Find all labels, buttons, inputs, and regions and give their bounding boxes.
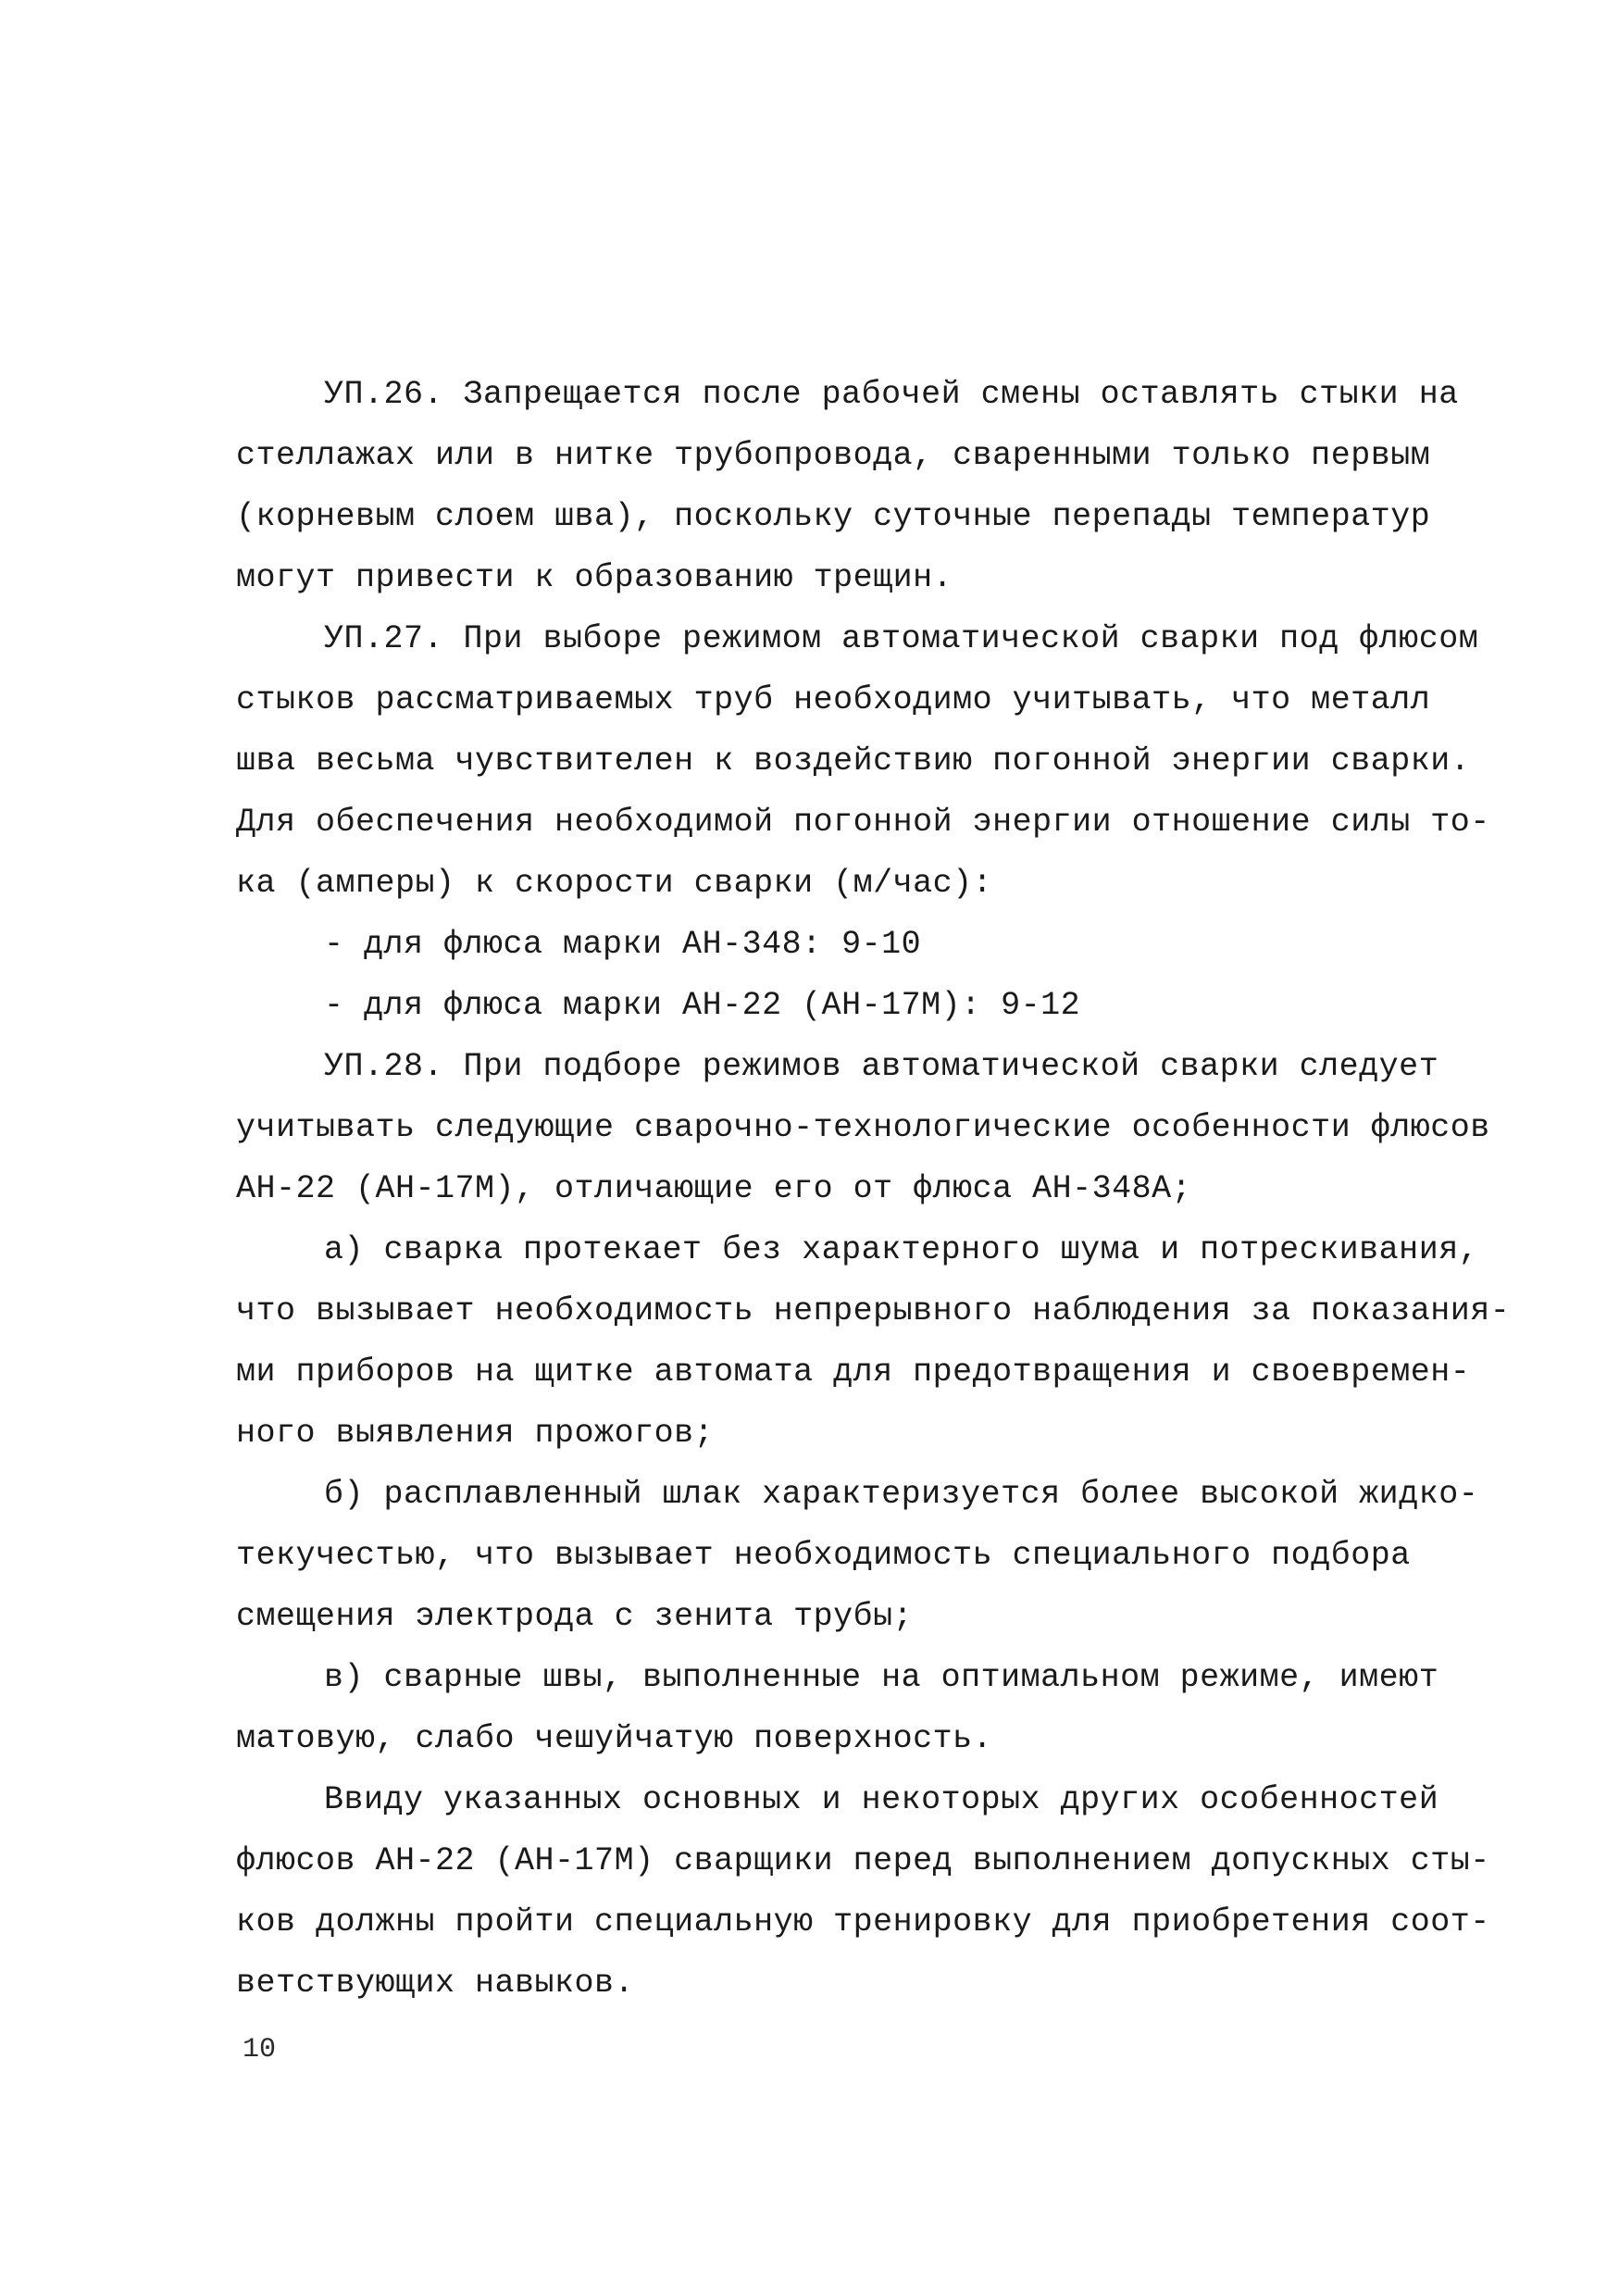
text-line: Ввиду указанных основных и некоторых других особенностей [324,1781,1439,1818]
text-line: текучестью, что вызывает необходимость специального подбора [236,1537,1411,1574]
text-line: Для обеспечения необходимой погонной энергии отношение силы то- [236,804,1490,841]
text-line: шва весьма чувствителен к воздействию погонной энергии сварки. [236,742,1471,780]
text-line: ка (амперы) к скорости сварки (м/час): [236,865,993,902]
text-line: флюсов АН-22 (АН-17М) сварщики перед выполнением допускных сты- [236,1842,1490,1879]
text-line: (корневым слоем шва), поскольку суточные перепады температур [236,498,1431,535]
text-line: АН-22 (АН-17М), отличающие его от флюса АН-348А; [236,1170,1192,1207]
text-line: ветствующих навыков. [236,1965,635,2002]
text-line: матовую, слабо чешуйчатую поверхность. [236,1720,993,1757]
text-line: что вызывает необходимость непрерывного наблюдения за показания- [236,1292,1511,1329]
page-number: 10 [243,2034,277,2065]
text-line: стеллажах или в нитке трубопровода, сваренными только первым [236,437,1431,474]
text-line: б) расплавленный шлак характеризуется более высокой жидко- [324,1476,1479,1513]
list-item: - для флюса марки АН-348: 9-10 [324,926,922,963]
text-line: УП.28. При подборе режимов автоматической сварки следует [324,1048,1439,1085]
text-line: смещения электрода с зенита трубы; [236,1598,914,1635]
text-line: ков должны пройти специальную тренировку для приобретения соот- [236,1903,1490,1940]
text-line: ми приборов на щитке автомата для предотвращения и своевремен- [236,1354,1471,1391]
text-line: в) сварные швы, выполненные на оптимальном режиме, имеют [324,1659,1439,1696]
text-line: ного выявления прожогов; [236,1415,715,1452]
text-line: стыков рассматриваемых труб необходимо учитывать, что металл [236,681,1431,718]
text-line: УП.26. Запрещается после рабочей смены оставлять стыки на [324,376,1459,413]
text-line: УП.27. При выборе режимом автоматической сварки под флюсом [324,620,1479,657]
text-line: а) сварка протекает без характерного шума и потрескивания, [324,1231,1479,1268]
text-line: могут привести к образованию трещин. [236,559,953,596]
list-item: - для флюса марки АН-22 (АН-17М): 9-12 [324,987,1081,1024]
text-line: учитывать следующие сварочно-технологические особенности флюсов [236,1109,1490,1146]
